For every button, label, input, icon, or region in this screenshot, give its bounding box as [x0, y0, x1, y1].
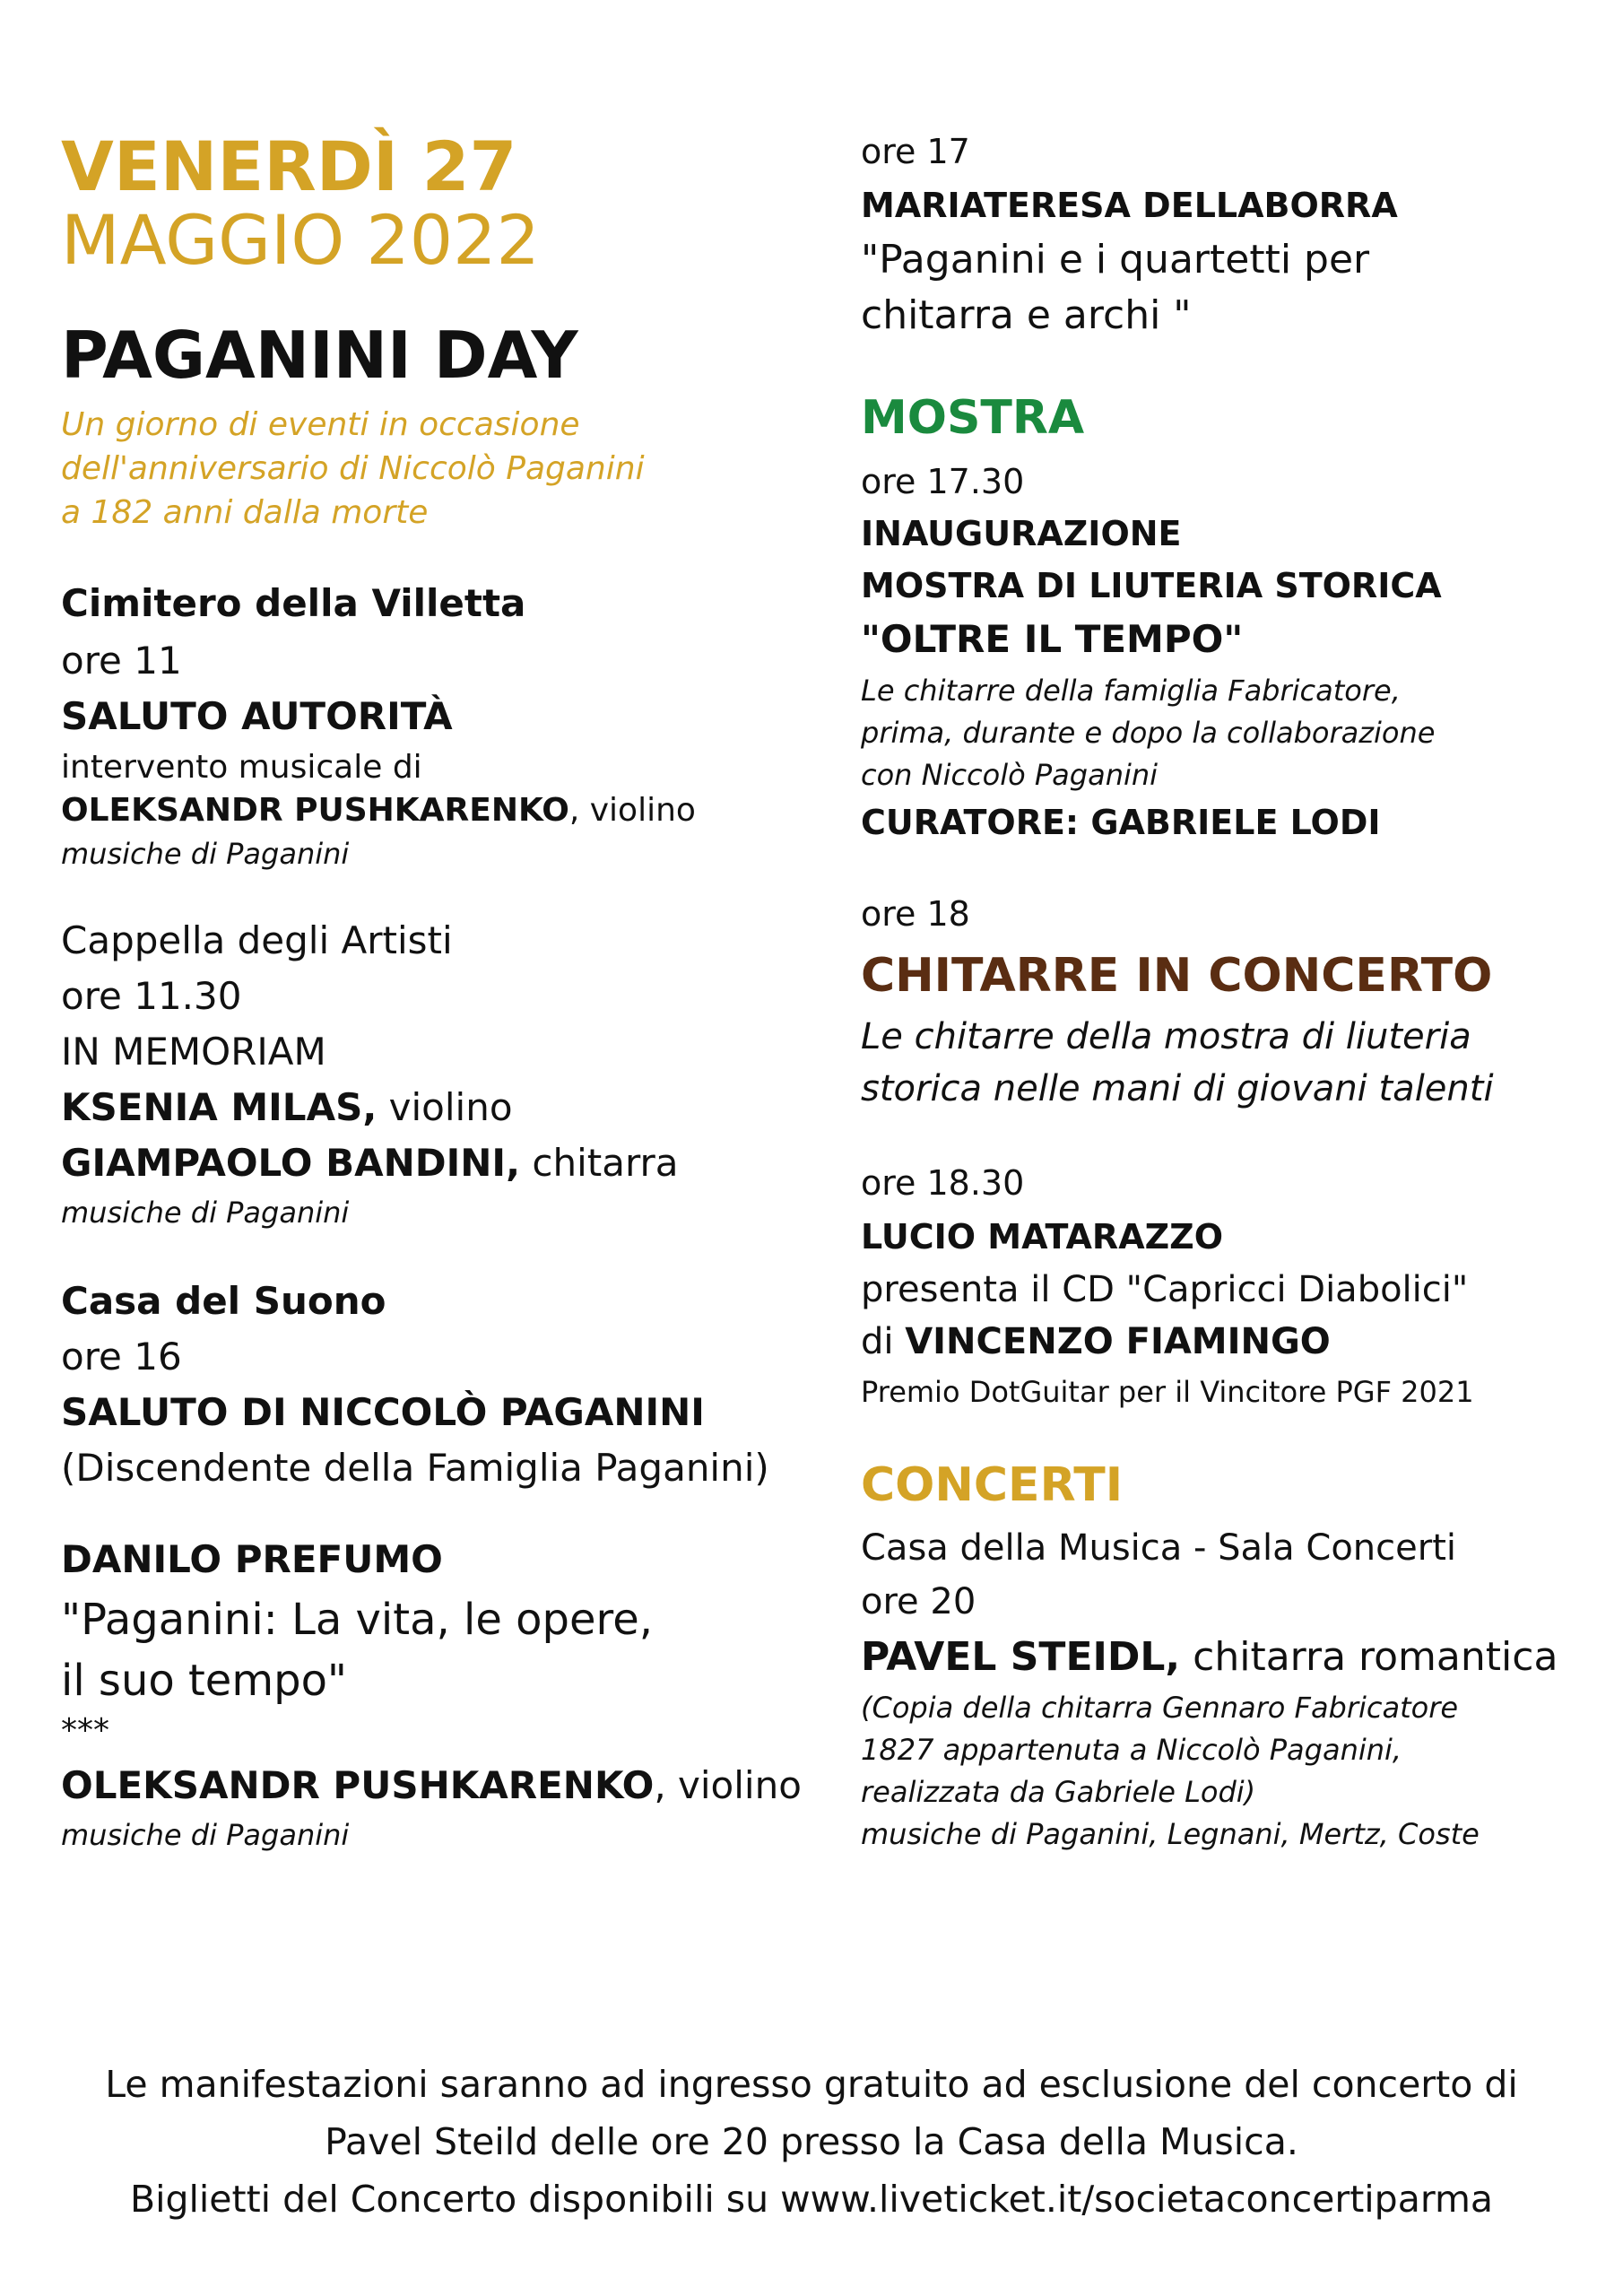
- footer-notice: [0, 2056, 1623, 2228]
- suono-speaker: DANILO PREFUMO: [61, 1537, 443, 1581]
- ore17-talk-2: chitarra e archi ": [861, 292, 1192, 338]
- cappella-performer-1: [61, 1085, 513, 1129]
- chitarre-heading: CHITARRE IN CONCERTO: [861, 949, 1493, 1003]
- villetta-performer: OLEKSANDR PUSHKARENKO: [61, 792, 569, 829]
- performer-name: PAVEL STEIDL,: [861, 1634, 1181, 1680]
- mostra-desc-1: Le chitarre della famiglia Fabricatore,: [861, 674, 1401, 708]
- subtitle-line-2: dell'anniversario di Niccolò Paganini: [61, 450, 645, 487]
- performer-name: GIAMPAOLO BANDINI,: [61, 1141, 521, 1185]
- ore17-time: ore 17: [861, 132, 970, 171]
- concerti-note-3: realizzata da Gabriele Lodi): [861, 1775, 1256, 1809]
- cd-prize: Premio DotGuitar per il Vincitore PGF 2021: [861, 1375, 1474, 1409]
- mostra-line-3: "OLTRE IL TEMPO": [861, 617, 1244, 661]
- suono-title: SALUTO DI NICCOLÒ PAGANINI: [61, 1390, 705, 1434]
- mostra-curator: CURATORE: GABRIELE LODI: [861, 803, 1381, 842]
- mostra-time: ore 17.30: [861, 462, 1025, 501]
- concerti-note-2: 1827 appartenuta a Niccolò Paganini,: [861, 1733, 1402, 1767]
- villetta-time: ore 11: [61, 639, 182, 683]
- footer-line-1: Le manifestazioni saranno ad ingresso gratuito ad esclusione del concerto di: [105, 2063, 1518, 2106]
- cappella-title: IN MEMORIAM: [61, 1030, 326, 1074]
- cd-time: ore 18.30: [861, 1163, 1025, 1203]
- cappella-place: Cappella degli Artisti: [61, 918, 453, 962]
- date-day: VENERDÌ 27: [61, 126, 517, 206]
- concerti-place: Casa della Musica - Sala Concerti: [861, 1527, 1456, 1569]
- cd-artist: VINCENZO FIAMINGO: [905, 1321, 1331, 1362]
- villetta-title: SALUTO AUTORITÀ: [61, 694, 453, 738]
- footer-line-3: Biglietti del Concerto disponibili su www.liveticket.it/societaconcertiparma: [129, 2178, 1494, 2221]
- subtitle-line-3: a 182 anni dalla morte: [61, 494, 429, 531]
- suono-talk-1: "Paganini: La vita, le opere,: [61, 1595, 653, 1645]
- performer-role: violino: [377, 1085, 513, 1129]
- date-month: MAGGIO 2022: [61, 200, 540, 280]
- cappella-music: musiche di Paganini: [61, 1196, 350, 1230]
- cappella-performer-2: [61, 1141, 679, 1185]
- performer-role: chitarra romantica: [1180, 1634, 1558, 1680]
- chitarre-time: ore 18: [861, 894, 970, 934]
- cd-artist-line: [861, 1321, 1331, 1362]
- suono-performer-line: [61, 1763, 802, 1807]
- concerti-heading: CONCERTI: [861, 1458, 1124, 1512]
- villetta-role: , violino: [568, 792, 696, 829]
- suono-note: (Discendente della Famiglia Paganini): [61, 1446, 769, 1490]
- suono-music: musiche di Paganini: [61, 1818, 350, 1852]
- cd-di: di: [861, 1321, 906, 1362]
- concerti-music: musiche di Paganini, Legnani, Mertz, Coste: [861, 1817, 1480, 1851]
- concerti-note-1: (Copia della chitarra Gennaro Fabricatore: [861, 1691, 1459, 1725]
- mostra-line-1: INAUGURAZIONE: [861, 514, 1182, 553]
- performer-name: KSENIA MILAS,: [61, 1085, 378, 1129]
- mostra-desc-2: prima, durante e dopo la collaborazione: [861, 716, 1436, 750]
- suono-place: Casa del Suono: [61, 1279, 386, 1323]
- chitarre-desc-1: Le chitarre della mostra di liuteria: [861, 1016, 1471, 1057]
- villetta-performer-line: [61, 792, 696, 829]
- mostra-heading: MOSTRA: [861, 391, 1085, 445]
- page-title: PAGANINI DAY: [61, 317, 578, 393]
- ore17-speaker: MARIATERESA DELLABORRA: [861, 186, 1398, 225]
- performer-role: chitarra: [520, 1141, 679, 1185]
- villetta-place: Cimitero della Villetta: [61, 581, 526, 625]
- separator: ***: [61, 1712, 109, 1749]
- suono-time: ore 16: [61, 1335, 182, 1378]
- concerti-time: ore 20: [861, 1581, 976, 1622]
- footer-line-2: Pavel Steild delle ore 20 presso la Casa della Musica.: [325, 2120, 1298, 2163]
- performer-role: , violino: [654, 1763, 802, 1807]
- mostra-line-2: MOSTRA DI LIUTERIA STORICA: [861, 566, 1442, 605]
- cd-presenter: LUCIO MATARAZZO: [861, 1217, 1224, 1257]
- suono-talk-2: il suo tempo": [61, 1656, 348, 1706]
- villetta-music: musiche di Paganini: [61, 837, 350, 871]
- chitarre-desc-2: storica nelle mani di giovani talenti: [861, 1068, 1494, 1109]
- ore17-talk-1: "Paganini e i quartetti per: [861, 237, 1370, 283]
- cd-line: presenta il CD "Capricci Diabolici": [861, 1269, 1469, 1310]
- villetta-intro: intervento musicale di: [61, 749, 422, 786]
- subtitle-line-1: Un giorno di eventi in occasione: [61, 406, 580, 443]
- concerti-performer-line: [861, 1634, 1558, 1680]
- cappella-time: ore 11.30: [61, 974, 242, 1018]
- performer-name: OLEKSANDR PUSHKARENKO: [61, 1763, 655, 1807]
- mostra-desc-3: con Niccolò Paganini: [861, 758, 1159, 792]
